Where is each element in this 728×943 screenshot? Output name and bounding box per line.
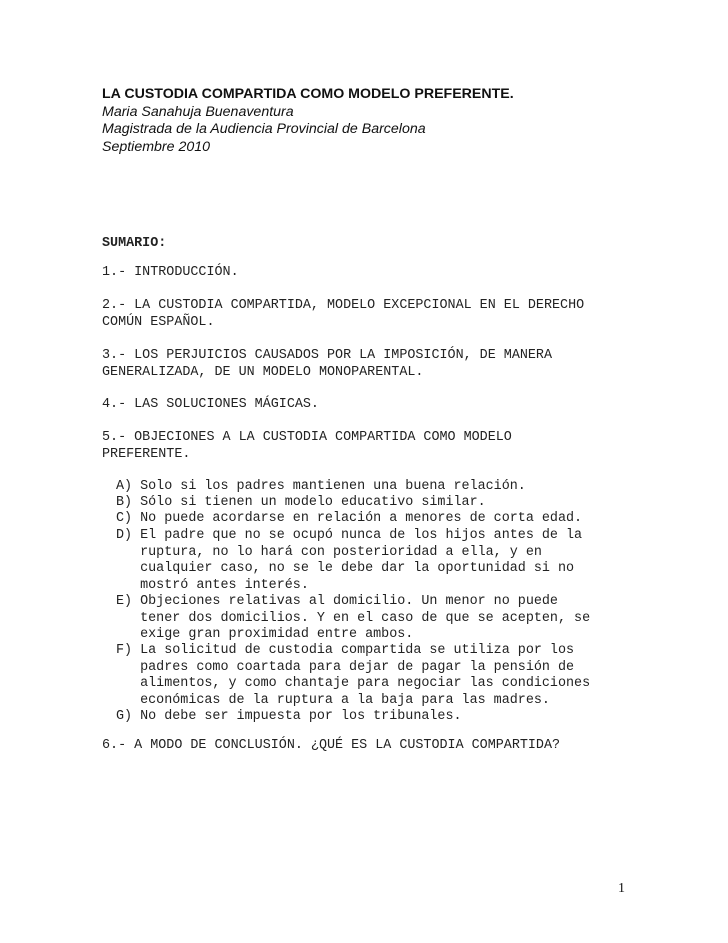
author-name: Maria Sanahuja Buenaventura [102, 103, 294, 120]
summary-heading: SUMARIO: [102, 236, 167, 251]
page-number: 1 [618, 881, 625, 896]
summary-section-4: 4.- LAS SOLUCIONES MÁGICAS. [102, 397, 319, 412]
objection-e: E) Objeciones relativas al domicilio. Un menor no puede tener dos domicilios. Y en el caso de que se acepten, se exige gran proximidad entre ambos. [116, 594, 591, 642]
objection-g: G) No debe ser impuesta por los tribunales. [116, 709, 462, 724]
author-position: Magistrada de la Audiencia Provincial de Barcelona [102, 121, 426, 137]
objection-f: F) La solicitud de custodia compartida se utiliza por los padres como coartada para dejar de pagar la pensión de alimentos, y como chantaje para negociar las condiciones económicas de la ruptura a la baja para las madres. [116, 643, 591, 708]
summary-section-1: 1.- INTRODUCCIÓN. [102, 265, 239, 280]
document-title: LA CUSTODIA COMPARTIDA COMO MODELO PREFERENTE. [102, 86, 514, 102]
summary-section-6: 6.- A MODO DE CONCLUSIÓN. ¿QUÉ ES LA CUSTODIA COMPARTIDA? [102, 738, 561, 753]
objection-a: A) Solo si los padres mantienen una buena relación. [116, 479, 526, 494]
document-date: Septiembre 2010 [102, 138, 211, 155]
objection-b: B) Sólo si tienen un modelo educativo similar. [116, 495, 486, 510]
objection-c: C) No puede acordarse en relación a menores de corta edad. [116, 511, 583, 526]
summary-section-3: 3.- LOS PERJUICIOS CAUSADOS POR LA IMPOSICIÓN, DE MANERA GENERALIZADA, DE UN MODELO MONOPARENTAL. [102, 348, 552, 380]
summary-section-2: 2.- LA CUSTODIA COMPARTIDA, MODELO EXCEPCIONAL EN EL DERECHO COMÚN ESPAÑOL. [102, 298, 585, 330]
summary-section-5: 5.- OBJECIONES A LA CUSTODIA COMPARTIDA COMO MODELO PREFERENTE. [102, 430, 512, 462]
document-header [102, 86, 662, 156]
objection-d: D) El padre que no se ocupó nunca de los hijos antes de la ruptura, no lo hará con posterioridad a ella, y en cualquier caso, no se le debe dar la oportunidad si no mostró antes interés. [116, 528, 583, 593]
